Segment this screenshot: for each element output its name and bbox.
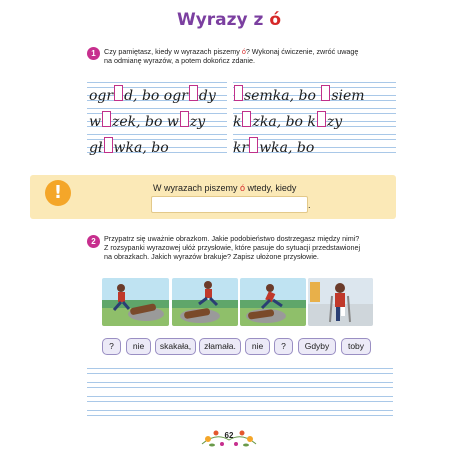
letter-blank-box[interactable]: [189, 85, 198, 101]
cursive-text: d, bo ogr: [124, 88, 188, 104]
instruction-text: na odmianę wyrazów, a potem dokończ zdanie.: [104, 56, 256, 65]
rule-period: .: [308, 200, 311, 210]
instruction-text: Przypatrz się uważnie obrazkom. Jakie podobieństwo dostrzegasz między nimi?: [104, 234, 360, 243]
picture-girl-jumping: [172, 278, 238, 326]
cursive-text: gł: [89, 140, 103, 156]
word-chip[interactable]: ?: [102, 338, 121, 355]
letter-blank-box[interactable]: [249, 137, 258, 153]
word-chip[interactable]: ?: [274, 338, 293, 355]
letter-blank-box[interactable]: [242, 111, 251, 127]
letter-blank-box[interactable]: [180, 111, 189, 127]
cursive-text: zy: [326, 114, 343, 130]
rule-sentence: [153, 183, 296, 193]
cursive-text: zka, bo k: [252, 114, 316, 130]
cursive-text: kr: [233, 140, 249, 156]
cursive-word-row: [89, 137, 169, 156]
cursive-word-row: [233, 137, 314, 156]
letter-blank-box[interactable]: [317, 111, 326, 127]
title-text: Wyrazy z: [176, 10, 270, 30]
letter-blank-box[interactable]: [104, 137, 113, 153]
exercise-1-instruction: [104, 47, 358, 65]
answer-writing-lines[interactable]: [87, 364, 393, 424]
cursive-text: k: [233, 114, 242, 130]
cursive-word-row: [89, 111, 205, 130]
word-chip[interactable]: złamała.: [199, 338, 241, 355]
cursive-text: wka, bo: [113, 140, 169, 156]
exclamation-icon: !: [45, 180, 71, 206]
picture-girl-running: [102, 278, 169, 326]
page-number: 62: [224, 431, 234, 440]
letter-blank-box[interactable]: [114, 85, 123, 101]
word-chip[interactable]: nie: [126, 338, 151, 355]
cursive-text: semka, bo: [244, 88, 321, 104]
cursive-text: ogr: [89, 88, 114, 104]
cursive-text: wka, bo: [259, 140, 315, 156]
exercise-2-instruction: [104, 234, 404, 261]
instruction-text: ? Wykonaj ćwiczenie, zwróć uwagę: [245, 47, 359, 56]
cursive-text: dy: [198, 88, 216, 104]
word-chip[interactable]: skakała,: [155, 338, 196, 355]
title-accent: ó: [269, 10, 282, 30]
instruction-text: Czy pamiętasz, kiedy w wyrazach piszemy: [104, 47, 242, 56]
instruction-accent: ó: [241, 47, 246, 56]
rule-text: W wyrazach piszemy: [153, 183, 241, 193]
letter-blank-box[interactable]: [102, 111, 111, 127]
instruction-text: na obrazkach. Jakich wyrazów brakuje? Zapisz ułożone przysłowie.: [104, 252, 319, 261]
cursive-text: w: [89, 114, 101, 130]
rule-answer-field[interactable]: [151, 196, 308, 213]
cursive-text: siem: [331, 88, 365, 104]
page-title: [0, 10, 458, 30]
word-chip[interactable]: nie: [245, 338, 270, 355]
cursive-text: zy: [189, 114, 206, 130]
cursive-word-row: [233, 85, 365, 104]
exercise-2-badge: 2: [87, 235, 100, 248]
exercise-1-badge: 1: [87, 47, 100, 60]
word-chip[interactable]: Gdyby: [298, 338, 336, 355]
rule-accent: ó: [240, 183, 246, 193]
instruction-text: Z rozsypanki wyrazowej ułóż przysłowie, które pasuje do sytuacji przedstawionej: [104, 243, 361, 252]
cursive-word-row: [233, 111, 342, 130]
rule-text: wtedy, kiedy: [245, 183, 297, 193]
cursive-word-row: [89, 85, 216, 104]
cursive-text: zek, bo w: [111, 114, 179, 130]
picture-girl-falling: [240, 278, 306, 326]
letter-blank-box[interactable]: [234, 85, 243, 101]
picture-girl-crutches: [308, 278, 373, 326]
letter-blank-box[interactable]: [321, 85, 330, 101]
word-chip[interactable]: toby: [341, 338, 371, 355]
